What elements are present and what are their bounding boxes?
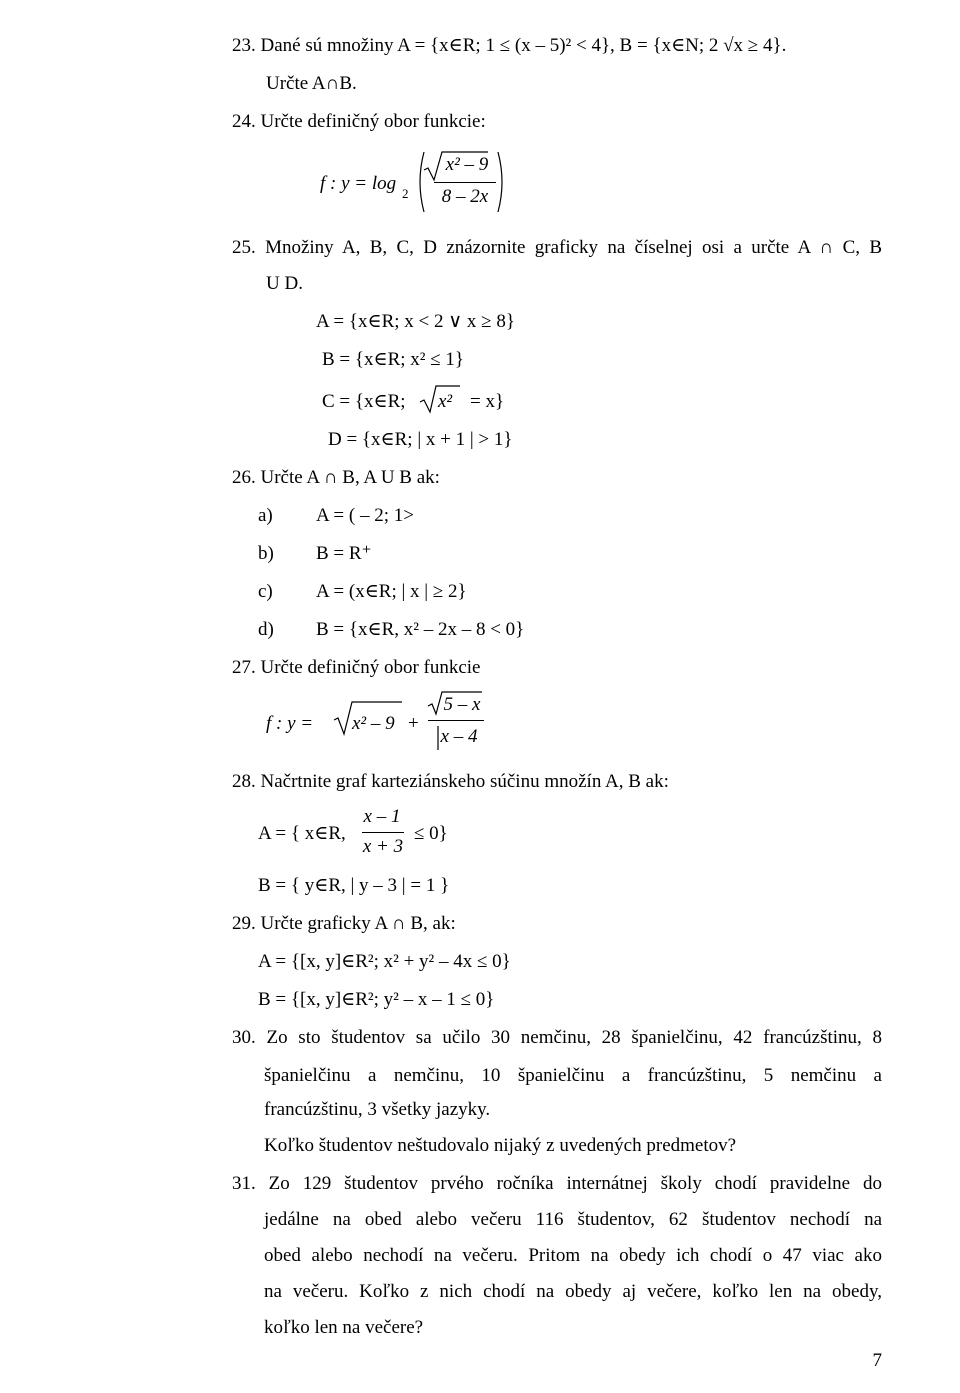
p27-formula — [266, 690, 486, 760]
p26-d-label: d) — [258, 619, 274, 640]
p30-line1: 30. Zo sto študentov sa učilo 30 nemčinu, 28 španielčinu, 42 francúzštinu, 8 — [232, 1027, 882, 1048]
p27-fraction-bar — [428, 720, 484, 721]
p24-den: 8 – 2x — [441, 186, 489, 207]
p28-a-den: x + 3 — [362, 836, 404, 857]
p28-set-a — [258, 806, 478, 862]
p24-num: x² – 9 — [445, 154, 489, 175]
p29-set-b: B = {[x, y]∈R²; y² – x – 1 ≤ 0} — [258, 989, 495, 1010]
p26-d: B = {x∈R, x² – 2x – 8 < 0} — [316, 619, 525, 640]
p24-fraction-bar — [434, 182, 496, 183]
p26-c: A = (x∈R; | x | ≥ 2} — [316, 581, 467, 602]
p24-sub: 2 — [402, 186, 409, 201]
p27-rad1: x² – 9 — [352, 713, 395, 734]
p26-a-label: a) — [258, 505, 273, 526]
p25-set-c — [322, 384, 522, 418]
p27-title: 27. Určte definičný obor funkcie — [232, 657, 481, 678]
p28-a-right: ≤ 0} — [414, 823, 448, 844]
p31-line5: koľko len na večere? — [264, 1317, 424, 1338]
p27-num: 5 – x — [443, 694, 481, 715]
p26-b: B = R⁺ — [316, 543, 372, 564]
p25-set-a: A = {x∈R; x < 2 ∨ x ≥ 8} — [316, 311, 515, 332]
p30-line2: španielčinu a nemčinu, 10 španielčinu a francúzštinu, 5 nemčinu a — [264, 1065, 882, 1086]
p24-lhs: f : y = log — [320, 173, 397, 194]
p31-line1: 31. Zo 129 študentov prvého ročníka internátnej školy chodí pravidelne do — [232, 1173, 882, 1194]
p26-title: 26. Určte A ∩ B, A U B ak: — [232, 467, 440, 488]
p23-line2: Určte A∩B. — [266, 73, 357, 94]
p27-plus: + — [408, 713, 419, 734]
p28-set-b: B = { y∈R, | y – 3 | = 1 } — [258, 875, 450, 896]
p25-c-left: C = {x∈R; — [322, 391, 406, 412]
p23-line1: 23. Dané sú množiny A = {x∈R; 1 ≤ (x – 5)² < 4}, B = {x∈N; 2 √x ≥ 4}. — [232, 35, 787, 56]
p31-line3: obed alebo nechodí na večeru. Pritom na obedy ich chodí o 47 viac ako — [264, 1245, 882, 1266]
p25-set-d: D = {x∈R; | x + 1 | > 1} — [328, 429, 513, 450]
p28-fraction-bar — [362, 832, 404, 833]
p31-line2: jedálne na obed alebo večeru 116 študentov, 62 študentov nechodí na — [264, 1209, 882, 1230]
p28-a-num: x – 1 — [363, 806, 401, 827]
p25-line1: 25. Množiny A, B, C, D znázornite graficky na číselnej osi a určte A ∩ C, B — [232, 237, 882, 258]
p24-title: 24. Určte definičný obor funkcie: — [232, 111, 486, 132]
p26-b-label: b) — [258, 543, 274, 564]
p25-c-right: = x} — [470, 391, 505, 412]
p28-a-left: A = { x∈R, — [258, 823, 346, 844]
p29-title: 29. Určte graficky A ∩ B, ak: — [232, 913, 456, 934]
p26-a: A = ( – 2; 1> — [316, 505, 414, 526]
p27-den: x – 4 — [440, 726, 478, 747]
p31-line4: na večeru. Koľko z nich chodí na obedy aj večere, koľko len na obedy, — [264, 1281, 882, 1302]
p27-lhs: f : y = — [266, 713, 314, 734]
p26-c-label: c) — [258, 581, 273, 602]
p24-formula — [320, 148, 520, 218]
p30-line3: francúzštinu, 3 všetky jazyky. — [264, 1099, 491, 1120]
p25-line2: U D. — [266, 273, 303, 294]
page-number: 7 — [872, 1350, 882, 1371]
p30-line4: Koľko študentov neštudovalo nijaký z uvedených predmetov? — [264, 1135, 737, 1156]
p25-c-rad: x² — [438, 391, 453, 412]
p29-set-a: A = {[x, y]∈R²; x² + y² – 4x ≤ 0} — [258, 951, 511, 972]
p25-set-b: B = {x∈R; x² ≤ 1} — [322, 349, 465, 370]
p28-title: 28. Načrtnite graf karteziánskeho súčinu množín A, B ak: — [232, 771, 669, 792]
